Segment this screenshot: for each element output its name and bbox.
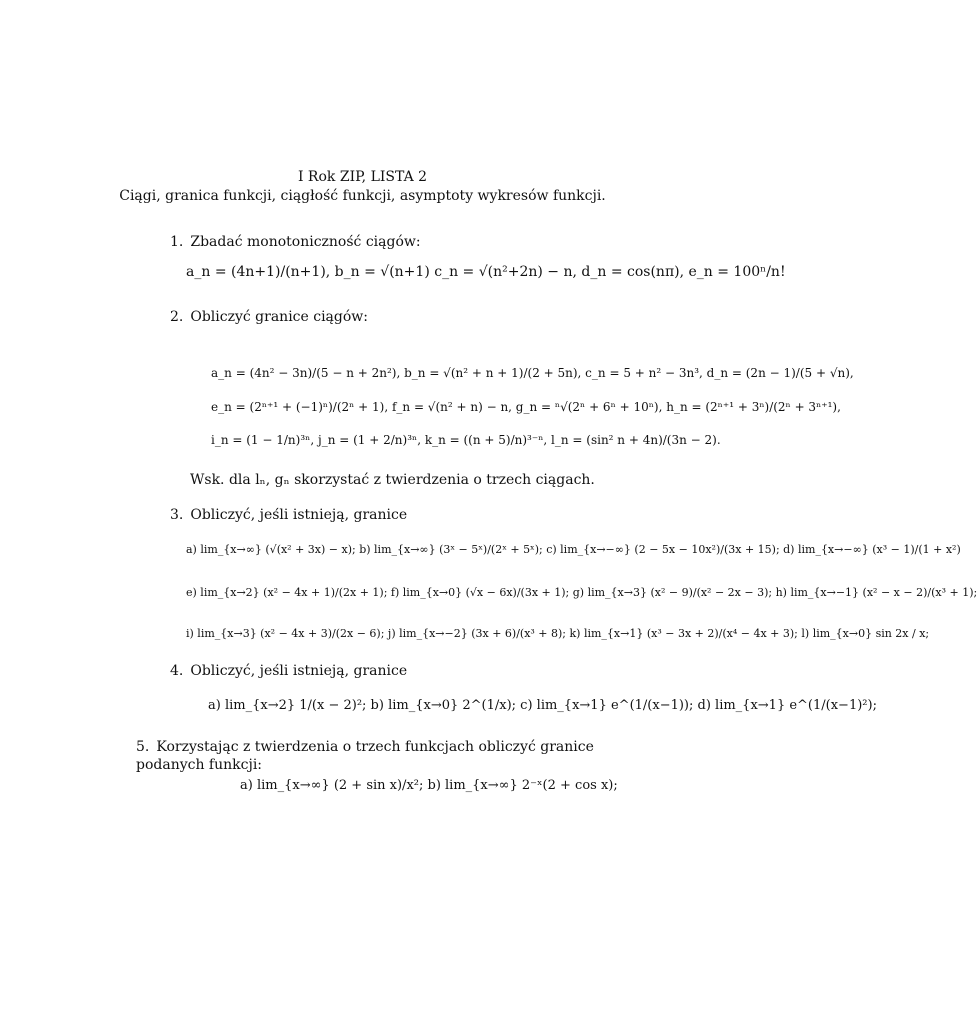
- problem-4-number: 4.: [170, 663, 184, 679]
- problem-4-text: Obliczyć, jeśli istnieją, granice: [190, 663, 408, 679]
- problem-2-formula-line-1: a_n = (4n² − 3n)/(5 − n + 2n²), b_n = √(n² + n + 1)/(2 + 5n), c_n = 5 + n² − 3n³, d_n = (2n − 1)/(5 + √n),: [211, 366, 854, 380]
- problem-3-number: 3.: [170, 507, 184, 523]
- problem-3-text: Obliczyć, jeśli istnieją, granice: [190, 507, 408, 523]
- problem-2-heading: [170, 308, 368, 326]
- problem-2-formula-line-2: e_n = (2ⁿ⁺¹ + (−1)ⁿ)/(2ⁿ + 1), f_n = √(n² + n) − n, g_n = ⁿ√(2ⁿ + 6ⁿ + 10ⁿ), h_n = (2ⁿ⁺¹ + 3ⁿ)/(2ⁿ + 3ⁿ⁺¹),: [211, 400, 841, 414]
- problem-5-formula-line-1: a) lim_{x→∞} (2 + sin x)/x²; b) lim_{x→∞} 2⁻ˣ(2 + cos x);: [240, 778, 618, 793]
- problem-1-formula-line-1: a_n = (4n+1)/(n+1), b_n = √(n+1) c_n = √(n²+2n) − n, d_n = cos(nπ), e_n = 100ⁿ/n!: [186, 264, 786, 280]
- document-subtitle: Ciągi, granica funkcji, ciągłość funkcji, asymptoty wykresów funkcji.: [119, 188, 606, 204]
- problem-1-number: 1.: [170, 234, 184, 250]
- problem-3-formula-line-1: a) lim_{x→∞} (√(x² + 3x) − x); b) lim_{x→∞} (3ˣ − 5ˣ)/(2ˣ + 5ˣ); c) lim_{x→−∞} (2 − 5x − 10x²)/(3x + 15); d) lim_{x→−∞} (x³ − 1)/(1 + x²): [186, 543, 961, 556]
- problem-5-heading: [136, 738, 626, 774]
- problem-1-heading: [170, 233, 421, 251]
- document-header: [0, 168, 725, 206]
- problem-4-heading: [170, 662, 407, 680]
- problem-3-heading: [170, 506, 407, 524]
- problem-2-number: 2.: [170, 309, 184, 325]
- problem-2-hint: Wsk. dla lₙ, gₙ skorzystać z twierdzenia o trzech ciągach.: [190, 472, 595, 488]
- document-title: I Rok ZIP, LISTA 2: [297, 169, 428, 185]
- problem-3-formula-line-3: i) lim_{x→3} (x² − 4x + 3)/(2x − 6); j) lim_{x→−2} (3x + 6)/(x³ + 8); k) lim_{x→1} (x³ − 3x + 2)/(x⁴ − 4x + 3); l) lim_{x→0} sin 2x / x;: [186, 627, 930, 640]
- problem-3-formula-line-2: e) lim_{x→2} (x² − 4x + 1)/(2x + 1); f) lim_{x→0} (√x − 6x)/(3x + 1); g) lim_{x→3} (x² − 9)/(x² − 2x − 3); h) lim_{x→−1} (x² − x − 2)/(x³ + 1);: [186, 586, 977, 599]
- problem-2-text: Obliczyć granice ciągów:: [190, 309, 368, 325]
- problem-1-text: Zbadać monotoniczność ciągów:: [190, 234, 421, 250]
- problem-2-formula-line-3: i_n = (1 − 1/n)³ⁿ, j_n = (1 + 2/n)³ⁿ, k_n = ((n + 5)/n)³⁻ⁿ, l_n = (sin² n + 4n)/(3n − 2).: [211, 433, 721, 447]
- problem-5-text: Korzystając z twierdzenia o trzech funkcjach obliczyć granice podanych funkcji:: [136, 739, 594, 773]
- problem-4-formula-line-1: a) lim_{x→2} 1/(x − 2)²; b) lim_{x→0} 2^(1/x); c) lim_{x→1} e^(1/(x−1)); d) lim_{x→1} e^(1/(x−1)²);: [208, 698, 877, 713]
- problem-5-number: 5.: [136, 739, 150, 755]
